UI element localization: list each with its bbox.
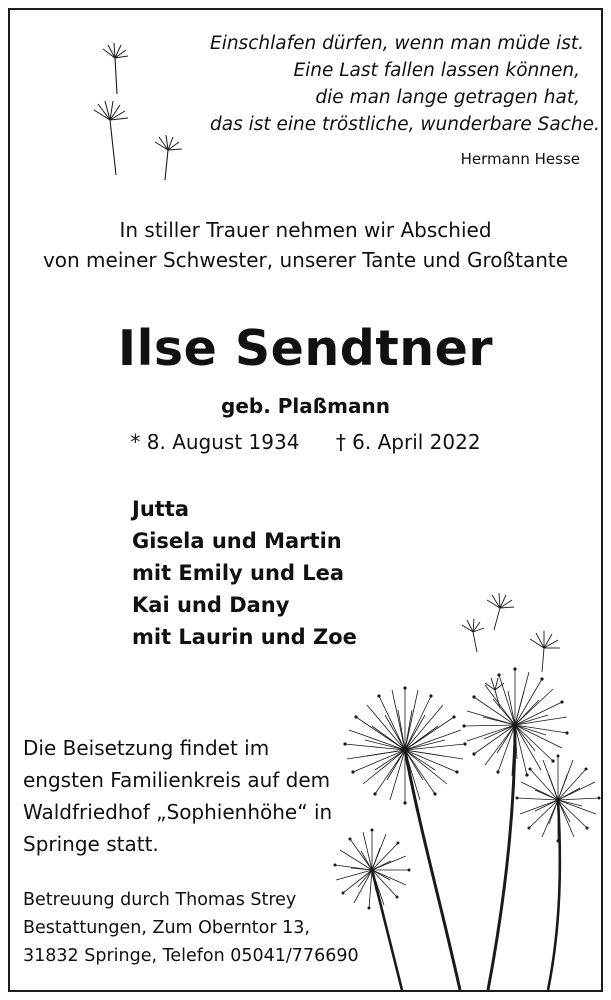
dandelion-seeds-top-icon bbox=[70, 25, 230, 205]
quote-line: Einschlafen dürfen, wenn man müde ist. bbox=[210, 33, 584, 54]
quote-text bbox=[210, 30, 600, 138]
footer-line: 31832 Springe, Telefon 05041/776690 bbox=[23, 946, 359, 966]
family-name-line: mit Laurin und Zoe bbox=[132, 625, 357, 649]
family-name-line: Gisela und Martin bbox=[132, 529, 342, 553]
quote-line: Eine Last fallen lassen können, bbox=[293, 60, 580, 81]
funeral-home-info bbox=[23, 886, 373, 970]
funeral-details bbox=[23, 732, 353, 860]
intro-line: von meiner Schwester, unserer Tante und Großtante bbox=[42, 248, 569, 272]
deceased-dates bbox=[10, 430, 601, 454]
footer-line: Bestattungen, Zum Oberntor 13, bbox=[23, 918, 310, 938]
deceased-maiden-name: geb. Plaßmann bbox=[221, 394, 390, 418]
funeral-line: Die Beisetzung findet im bbox=[23, 736, 270, 760]
family-name-line: Jutta bbox=[132, 497, 190, 521]
intro-line: In stiller Trauer nehmen wir Abschied bbox=[119, 218, 492, 242]
family-name-line: mit Emily und Lea bbox=[132, 561, 345, 585]
family-names bbox=[132, 493, 462, 653]
funeral-line: engsten Familienkreis auf dem bbox=[23, 768, 331, 792]
family-name-line: Kai und Dany bbox=[132, 593, 290, 617]
funeral-line: Springe statt. bbox=[23, 832, 159, 856]
notice-content bbox=[10, 10, 601, 990]
funeral-line: Waldfriedhof „Sophienhöhe“ in bbox=[23, 800, 333, 824]
quote-author: Hermann Hesse bbox=[460, 150, 580, 168]
intro-text bbox=[10, 215, 601, 275]
quote-line: das ist eine tröstliche, wunderbare Sache. bbox=[210, 114, 600, 135]
death-date: † 6. April 2022 bbox=[335, 430, 481, 454]
deceased-name: Ilse Sendtner bbox=[117, 320, 494, 377]
birth-date: * 8. August 1934 bbox=[130, 430, 300, 454]
footer-line: Betreuung durch Thomas Strey bbox=[23, 890, 297, 910]
quote-line: die man lange getragen hat, bbox=[315, 87, 580, 108]
